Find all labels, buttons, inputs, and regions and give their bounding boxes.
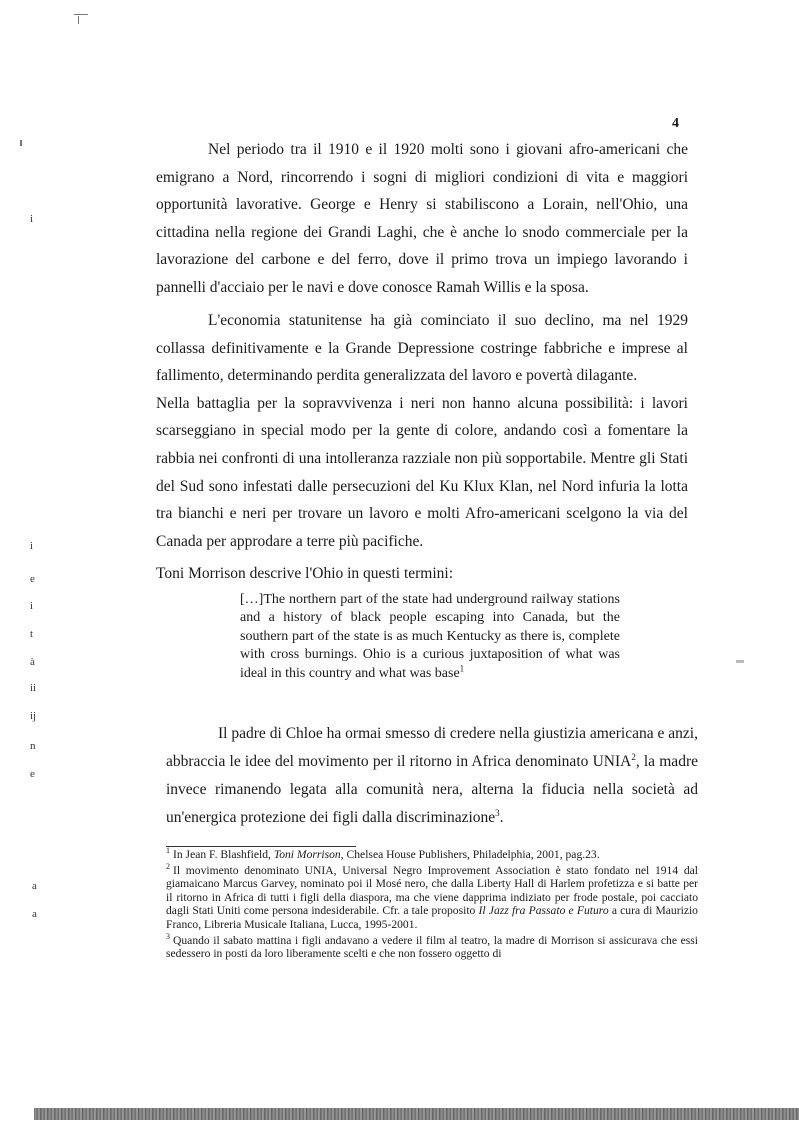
paragraph-migration [156,136,688,302]
margin-scan-char: a [32,880,37,892]
margin-scan-char: ij [30,710,37,722]
margin-scan-char: t [30,628,34,640]
quote-text: […]The northern part of the state had underground railway stations and a history of black people escaping into Canada, but the southern part of the state is as much Kentucky as there is, complete with cross burnings. Ohio is a curious juxtaposition of what was ideal in this country and what was base [240,592,620,681]
text-span: . [499,809,504,826]
paragraph-text: Nella battaglia per la sopravvivenza i neri non hanno alcuna possibilità: i lavori scarseggiano in special modo per la gente di colore, andando così a fomentare la rabbia nei confronti di una intolleranza razziale non più sopportabile. Mentre gli Stati del Sud sono infestati dalle persecuzioni del Ku Klux Klan, nel Nord infuria la lotta tra bianchi e neri per trovare un lavoro e molti Afro-americani scelgono la via del Canada per approdare a terre più pacifiche. [156,394,688,550]
scan-mark [78,16,79,24]
scan-mark [20,140,22,146]
footnote-title: Toni Morrison [273,848,341,861]
paragraph-text: L'economia statunitense ha già cominciato il suo declino, ma nel 1929 collassa definitivamente e la Grande Depressione costringe fabbriche e imprese al fallimento, determinando perdita generalizzata del lavoro e povertà dilagante. [156,312,688,385]
footnote-text: In Jean F. Blashfield, [173,848,274,861]
footnote-ref[interactable]: 2 [631,751,636,762]
footnotes [166,848,698,963]
text-span: , la madre invece rimanendo legata alla comunità nera, alterna la fiducia nella società ad un'energica protezione dei figli dalla discriminazione [166,753,698,826]
footnote-ref[interactable]: 3 [495,807,500,818]
footnote-text: Quando il sabato mattina i figli andavano a vedere il film al teatro, la madre di Morrison si assicurava che essi sedessero in posti da loro liberamente scelti e che non fossero oggetto di [166,933,698,961]
footnote-title: Il Jazz fra Passato e Futuro [478,904,609,918]
scan-edge-bar [34,1108,799,1120]
margin-scan-char: ii [30,682,37,694]
paragraph-text: Nel periodo tra il 1910 e il 1920 molti sono i giovani afro-americani che emigrano a Nord, rincorrendo i sogni di migliori condizioni di vita e maggiori opportunità lavorative. George e Henry si stabiliscono a Lorain, nell'Ohio, una cittadina nella regione dei Grandi Laghi, che è anche lo snodo commerciale per la lavorazione del carbone e del ferro, dove il primo trova un impiego lavorando i pannelli d'acciaio per le navi e dove conosce Ramah Willis e la sposa. [156,141,688,296]
footnote-item [166,861,698,932]
text-span: Il padre di Chloe ha ormai smesso di credere nella giustizia americana e anzi, abbraccia le idee del movimento per il ritorno in Africa denominato UNIA [166,725,698,770]
scan-mark [74,14,88,15]
footnote-item [166,931,698,961]
footnote-mark: 2 [166,861,170,871]
footnote-ref[interactable]: 1 [459,662,465,673]
footnote-item [166,848,698,862]
footnote-text: Il movimento denominato UNIA, Universal Negro Improvement Association è stato fondato nel 1914 dal giamaicano Marcus Garvey, nominato poi il Mosé nero, che dalla Liberty Hall di Harlem profetizza e si batte per il ritorno in Africa di tutti i figli della diaspora, ma che viene dapprima indiziato per frode postale, poi cacciato dagli Stati Uniti come persona indesiderabile. Cfr. a tale proposito [166,863,698,918]
footnote-text: a cura di Maurizio Franco, Libreria Musicale Italiana, Lucca, 1995-2001. [166,904,698,931]
footnote-mark: 1 [166,846,170,856]
margin-scan-char: i [30,600,34,612]
margin-scan-char: n [30,740,36,752]
scan-mark [736,660,744,663]
margin-scan-char: e [30,768,35,780]
margin-scan-char: i [30,540,34,552]
page-number: 4 [672,116,679,131]
margin-scan-char: a [32,908,37,920]
margin-scan-char: à [30,656,35,668]
paragraph-depression [156,307,688,555]
margin-scan-char: e [30,573,35,585]
paragraph-text: Toni Morrison descrive l'Ohio in questi termini: [156,565,454,582]
block-quote [240,591,620,683]
paragraph-chloe-father [166,720,698,832]
footnote-text: , Chelsea House Publishers, Philadelphia, 2001, pag.23. [340,848,600,861]
footnote-mark: 3 [166,931,170,941]
footnote-divider [166,846,356,847]
margin-scan-char: i [30,213,34,225]
paragraph-text [166,720,698,832]
quote-intro [156,560,688,588]
